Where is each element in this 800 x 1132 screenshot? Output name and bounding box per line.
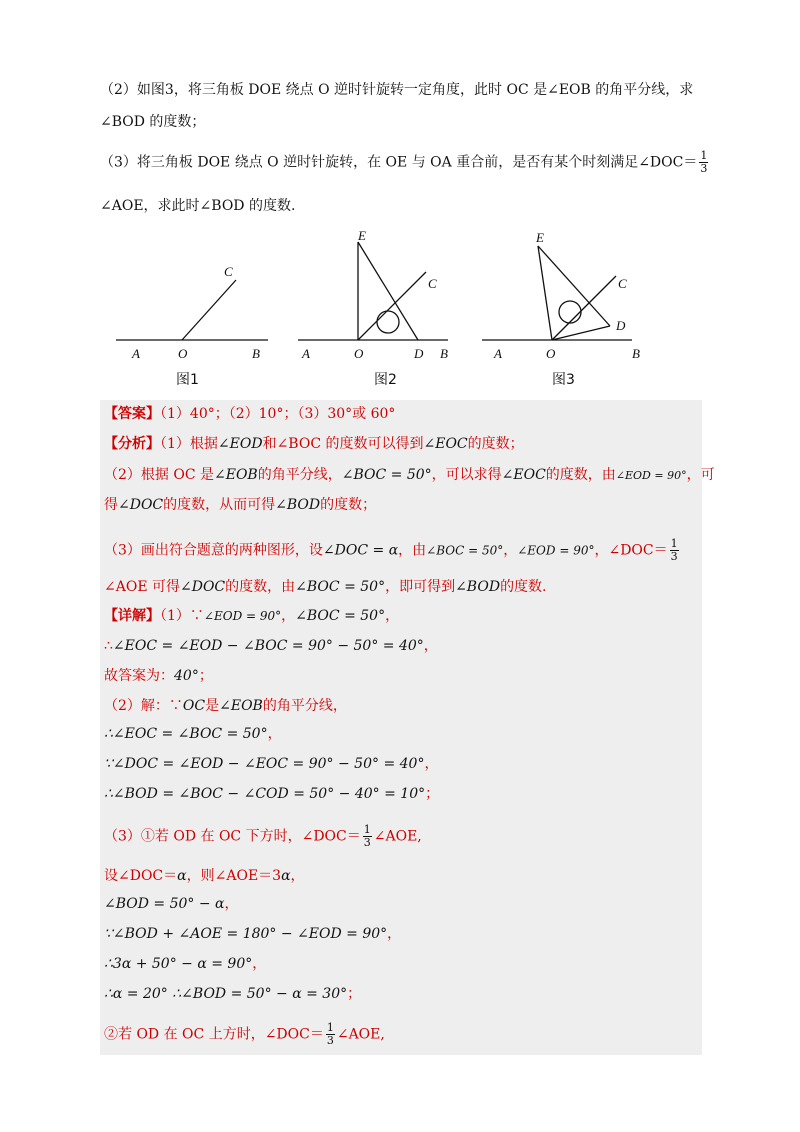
fig3-side-ed xyxy=(538,246,610,326)
detail-line-3: 故答案为：40°； xyxy=(104,668,213,684)
fig3-side-od xyxy=(552,326,610,340)
fig3-label-e: E xyxy=(536,230,544,245)
fig3-incircle xyxy=(559,301,581,323)
fig3-label-c: C xyxy=(618,276,627,291)
analysis-line-4: （3）画出符合题意的两种图形，设∠DOC = α，由∠BOC = 50°，∠EOD = 90°，∠DOC＝ $\frac{1}{3}$ xyxy=(104,537,678,563)
fig3-ray-oc xyxy=(552,276,616,340)
question-3-line-1 xyxy=(100,150,710,175)
fig1-ray-oc xyxy=(182,280,236,340)
geometry-figures xyxy=(112,226,672,398)
fig2-label-o: O xyxy=(354,346,364,361)
analysis-line-3: 得∠DOC的度数，从而可得∠BOD的度数； xyxy=(104,497,377,513)
question-3-text: （3）将三角板 DOE 绕点 O 逆时针旋转，在 OE 与 OA 重合前，是否有某个时刻满足∠DOC＝ xyxy=(100,154,698,171)
fig1-label-b: B xyxy=(252,346,260,361)
fraction-one-third: $\frac{1}{3}$ xyxy=(363,823,371,849)
fig3-label-d: D xyxy=(616,318,626,333)
fig3-label-a: A xyxy=(494,346,502,361)
fig2-incircle xyxy=(377,311,399,333)
fig2-label-c: C xyxy=(428,276,437,291)
detail-line-14: ②若 OD 在 OC 上方时，∠DOC＝ $\frac{1}{3}$ ∠AOE, xyxy=(104,1021,385,1047)
question-3-line-2: ∠AOE，求此时∠BOD 的度数. xyxy=(100,198,296,214)
analysis-line-1: 【分析】（1）根据∠EOD和∠BOC 的度数可以得到∠EOC的度数； xyxy=(104,436,524,452)
fig3-label-o: O xyxy=(546,346,556,361)
detail-line-11: ∵∠BOD + ∠AOE = 180° − ∠EOD = 90°， xyxy=(104,926,402,942)
analysis-line-2: （2）根据 OC 是∠EOB的角平分线，∠BOC = 50°，可以求得∠EOC的度数，由∠EOD = 90°，可 xyxy=(104,467,715,483)
detail-line-2: ∴∠EOC = ∠EOD − ∠BOC = 90° − 50° = 40°， xyxy=(104,638,438,654)
fig2-ray-oc xyxy=(358,272,426,340)
fig1-caption: 图1 xyxy=(176,372,199,388)
fig1-label-c: C xyxy=(224,264,233,279)
question-2-line-1: （2）如图3，将三角板 DOE 绕点 O 逆时针旋转一定角度，此时 OC 是∠EOB 的角平分线，求 xyxy=(100,82,694,98)
detail-line-12: ∴3α + 50° − α = 90°， xyxy=(104,956,267,972)
fig2-side-ed xyxy=(358,242,418,340)
detail-line-10: ∠BOD = 50° − α， xyxy=(104,896,239,912)
fig2-label-b: B xyxy=(440,346,448,361)
fig2-label-a: A xyxy=(302,346,310,361)
fig3-caption: 图3 xyxy=(552,372,575,388)
fraction-one-third: $\frac{1}{3}$ xyxy=(670,537,678,563)
detail-line-13: ∴α = 20° ∴∠BOD = 50° − α = 30°； xyxy=(104,986,362,1002)
fig3-label-b: B xyxy=(632,346,640,361)
fig1-label-a: A xyxy=(132,346,140,361)
answer-line: 【答案】（1）40°；（2）10°；（3）30°或 60° xyxy=(104,406,396,422)
fig2-label-e: E xyxy=(358,228,366,243)
detail-line-7: ∴∠BOD = ∠BOC − ∠COD = 50° − 40° = 10°； xyxy=(104,786,440,802)
detail-line-4: （2）解：∵OC是∠EOB的角平分线， xyxy=(104,698,347,714)
detail-line-6: ∵∠DOC = ∠EOD − ∠EOC = 90° − 50° = 40°， xyxy=(104,756,439,772)
detail-line-9: 设∠DOC＝α，则∠AOE＝3α， xyxy=(104,868,305,884)
question-2-line-2: ∠BOD 的度数； xyxy=(100,114,206,130)
analysis-line-5: ∠AOE 可得∠DOC的度数，由∠BOC = 50°，即可得到∠BOD的度数. xyxy=(104,579,547,595)
fraction-one-third: $\frac{1}{3}$ xyxy=(700,149,708,175)
fig2-label-d: D xyxy=(414,346,424,361)
detail-line-8: （3）①若 OD 在 OC 下方时，∠DOC＝ $\frac{1}{3}$ ∠AOE, xyxy=(104,823,422,849)
fig2-caption: 图2 xyxy=(374,372,397,388)
fraction-one-third: $\frac{1}{3}$ xyxy=(326,1021,334,1047)
fig1-label-o: O xyxy=(178,346,188,361)
detail-line-5: ∴∠EOC = ∠BOC = 50°， xyxy=(104,726,282,742)
detail-line-1: 【详解】（1）∵∠EOD = 90°，∠BOC = 50°， xyxy=(104,608,400,624)
